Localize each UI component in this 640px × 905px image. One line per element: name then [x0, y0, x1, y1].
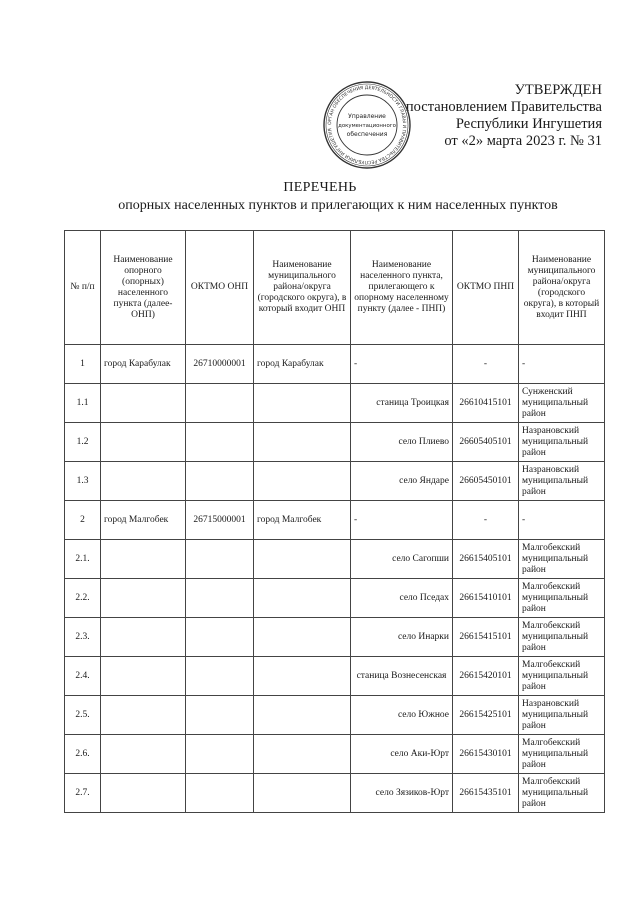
table-row: [65, 657, 605, 696]
cell-pnp-name: село Инарки: [351, 618, 453, 657]
cell-pnp-district: Малгобекский муниципальный район: [519, 657, 605, 696]
cell-onp-district: [254, 657, 351, 696]
official-seal: [322, 80, 412, 170]
cell-number: 1: [65, 345, 101, 384]
cell-onp-oktmo: [186, 384, 254, 423]
cell-pnp-name: село Аки-Юрт: [351, 735, 453, 774]
cell-pnp-oktmo: 26615415101: [453, 618, 519, 657]
cell-onp-district: [254, 579, 351, 618]
cell-onp-name: [101, 384, 186, 423]
header-onp-oktmo: ОКТМО ОНП: [186, 231, 254, 345]
cell-pnp-oktmo: 26615425101: [453, 696, 519, 735]
cell-pnp-name: -: [351, 345, 453, 384]
cell-pnp-district: -: [519, 345, 605, 384]
cell-number: 2.7.: [65, 774, 101, 813]
cell-pnp-name: село Плиево: [351, 423, 453, 462]
table-row: [65, 579, 605, 618]
cell-number: 2.5.: [65, 696, 101, 735]
cell-pnp-oktmo: 26615435101: [453, 774, 519, 813]
cell-onp-name: [101, 462, 186, 501]
cell-number: 1.2: [65, 423, 101, 462]
approval-title: УТВЕРЖДЕН: [514, 82, 602, 98]
cell-onp-name: город Карабулак: [101, 345, 186, 384]
cell-onp-oktmo: [186, 774, 254, 813]
cell-number: 2.6.: [65, 735, 101, 774]
approval-line-decree: постановлением Правительства: [405, 99, 602, 115]
cell-pnp-oktmo: 26615410101: [453, 579, 519, 618]
cell-onp-name: [101, 657, 186, 696]
header-number: № п/п: [65, 231, 101, 345]
cell-onp-name: [101, 423, 186, 462]
cell-pnp-oktmo: 26615420101: [453, 657, 519, 696]
table-row: [65, 540, 605, 579]
cell-pnp-name: село Пседах: [351, 579, 453, 618]
table-row: [65, 774, 605, 813]
cell-onp-district: город Малгобек: [254, 501, 351, 540]
cell-number: 2.3.: [65, 618, 101, 657]
cell-pnp-name: село Зязиков-Юрт: [351, 774, 453, 813]
cell-onp-district: [254, 423, 351, 462]
cell-pnp-district: Малгобекский муниципальный район: [519, 540, 605, 579]
header-pnp-district: Наименование муниципального района/округа (городского округа), в который входит ПНП: [519, 231, 605, 345]
cell-pnp-district: Малгобекский муниципальный район: [519, 618, 605, 657]
cell-onp-oktmo: [186, 657, 254, 696]
cell-number: 2.2.: [65, 579, 101, 618]
table-row: [65, 462, 605, 501]
cell-onp-district: [254, 696, 351, 735]
cell-pnp-district: Назрановский муниципальный район: [519, 423, 605, 462]
cell-onp-district: [254, 774, 351, 813]
cell-pnp-oktmo: 26615405101: [453, 540, 519, 579]
approval-line-republic: Республики Ингушетия: [455, 116, 602, 132]
table-row: [65, 735, 605, 774]
cell-onp-district: [254, 618, 351, 657]
cell-pnp-district: Малгобекский муниципальный район: [519, 774, 605, 813]
cell-onp-oktmo: [186, 618, 254, 657]
cell-onp-district: [254, 462, 351, 501]
table-header-row: [65, 231, 605, 345]
svg-text:обеспечения: обеспечения: [346, 131, 388, 138]
header-pnp-oktmo: ОКТМО ПНП: [453, 231, 519, 345]
header-onp-district: Наименование муниципального района/округа (городского округа), в который входит ОНП: [254, 231, 351, 345]
cell-onp-name: [101, 618, 186, 657]
cell-pnp-district: Сунженский муниципальный район: [519, 384, 605, 423]
svg-text:документационного: документационного: [338, 123, 396, 129]
cell-pnp-name: село Южное: [351, 696, 453, 735]
document-title: ПЕРЕЧЕНЬ: [283, 180, 357, 195]
cell-onp-district: город Карабулак: [254, 345, 351, 384]
cell-onp-oktmo: 26710000001: [186, 345, 254, 384]
cell-onp-oktmo: 26715000001: [186, 501, 254, 540]
approval-line-date: от «2» марта 2023 г. № 31: [444, 133, 602, 149]
cell-pnp-oktmo: -: [453, 345, 519, 384]
cell-pnp-name: станица Троицкая: [351, 384, 453, 423]
header-pnp-name: Наименование населенного пункта, прилегающего к опорному населенному пункту (далее - ПНП): [351, 231, 453, 345]
cell-pnp-oktmo: -: [453, 501, 519, 540]
cell-number: 2.1.: [65, 540, 101, 579]
cell-pnp-name: село Яндаре: [351, 462, 453, 501]
cell-number: 1.3: [65, 462, 101, 501]
cell-onp-name: [101, 774, 186, 813]
table-row: [65, 618, 605, 657]
svg-text:ОРГАН ОБЕСПЕЧЕНИЯ ДЕЯТЕЛЬНОСТИ: ОРГАН ОБЕСПЕЧЕНИЯ ДЕЯТЕЛЬНОСТИ ГЛАВЫ И ПРАВИТЕЛЬСТВА РЕСПУБЛИКИ ИНГУШЕТИЯ: [327, 85, 407, 165]
cell-number: 2.4.: [65, 657, 101, 696]
cell-number: 2: [65, 501, 101, 540]
cell-onp-district: [254, 540, 351, 579]
cell-pnp-oktmo: 26605450101: [453, 462, 519, 501]
cell-onp-oktmo: [186, 735, 254, 774]
cell-pnp-district: Малгобекский муниципальный район: [519, 735, 605, 774]
cell-pnp-oktmo: 26610415101: [453, 384, 519, 423]
cell-pnp-district: Назрановский муниципальный район: [519, 462, 605, 501]
cell-pnp-oktmo: 26605405101: [453, 423, 519, 462]
table-row: [65, 501, 605, 540]
table-row: [65, 345, 605, 384]
cell-onp-district: [254, 384, 351, 423]
cell-pnp-district: Малгобекский муниципальный район: [519, 579, 605, 618]
cell-onp-oktmo: [186, 462, 254, 501]
cell-onp-oktmo: [186, 423, 254, 462]
header-onp-name: Наименование опорного (опорных) населенного пункта (далее- ОНП): [101, 231, 186, 345]
settlements-table: [64, 230, 605, 813]
cell-pnp-district: -: [519, 501, 605, 540]
cell-onp-name: город Малгобек: [101, 501, 186, 540]
cell-onp-name: [101, 696, 186, 735]
cell-number: 1.1: [65, 384, 101, 423]
cell-onp-oktmo: [186, 696, 254, 735]
cell-onp-oktmo: [186, 579, 254, 618]
table-row: [65, 384, 605, 423]
cell-pnp-name: станица Вознесенская: [351, 657, 453, 696]
cell-onp-name: [101, 540, 186, 579]
cell-pnp-name: -: [351, 501, 453, 540]
cell-pnp-oktmo: 26615430101: [453, 735, 519, 774]
cell-onp-name: [101, 735, 186, 774]
cell-onp-district: [254, 735, 351, 774]
cell-onp-oktmo: [186, 540, 254, 579]
cell-pnp-name: село Сагопши: [351, 540, 453, 579]
document-subtitle: опорных населенных пунктов и прилегающих к ним населенных пунктов: [118, 198, 558, 213]
svg-text:Управление: Управление: [348, 113, 386, 120]
cell-onp-name: [101, 579, 186, 618]
table-row: [65, 696, 605, 735]
cell-pnp-district: Назрановский муниципальный район: [519, 696, 605, 735]
table-row: [65, 423, 605, 462]
